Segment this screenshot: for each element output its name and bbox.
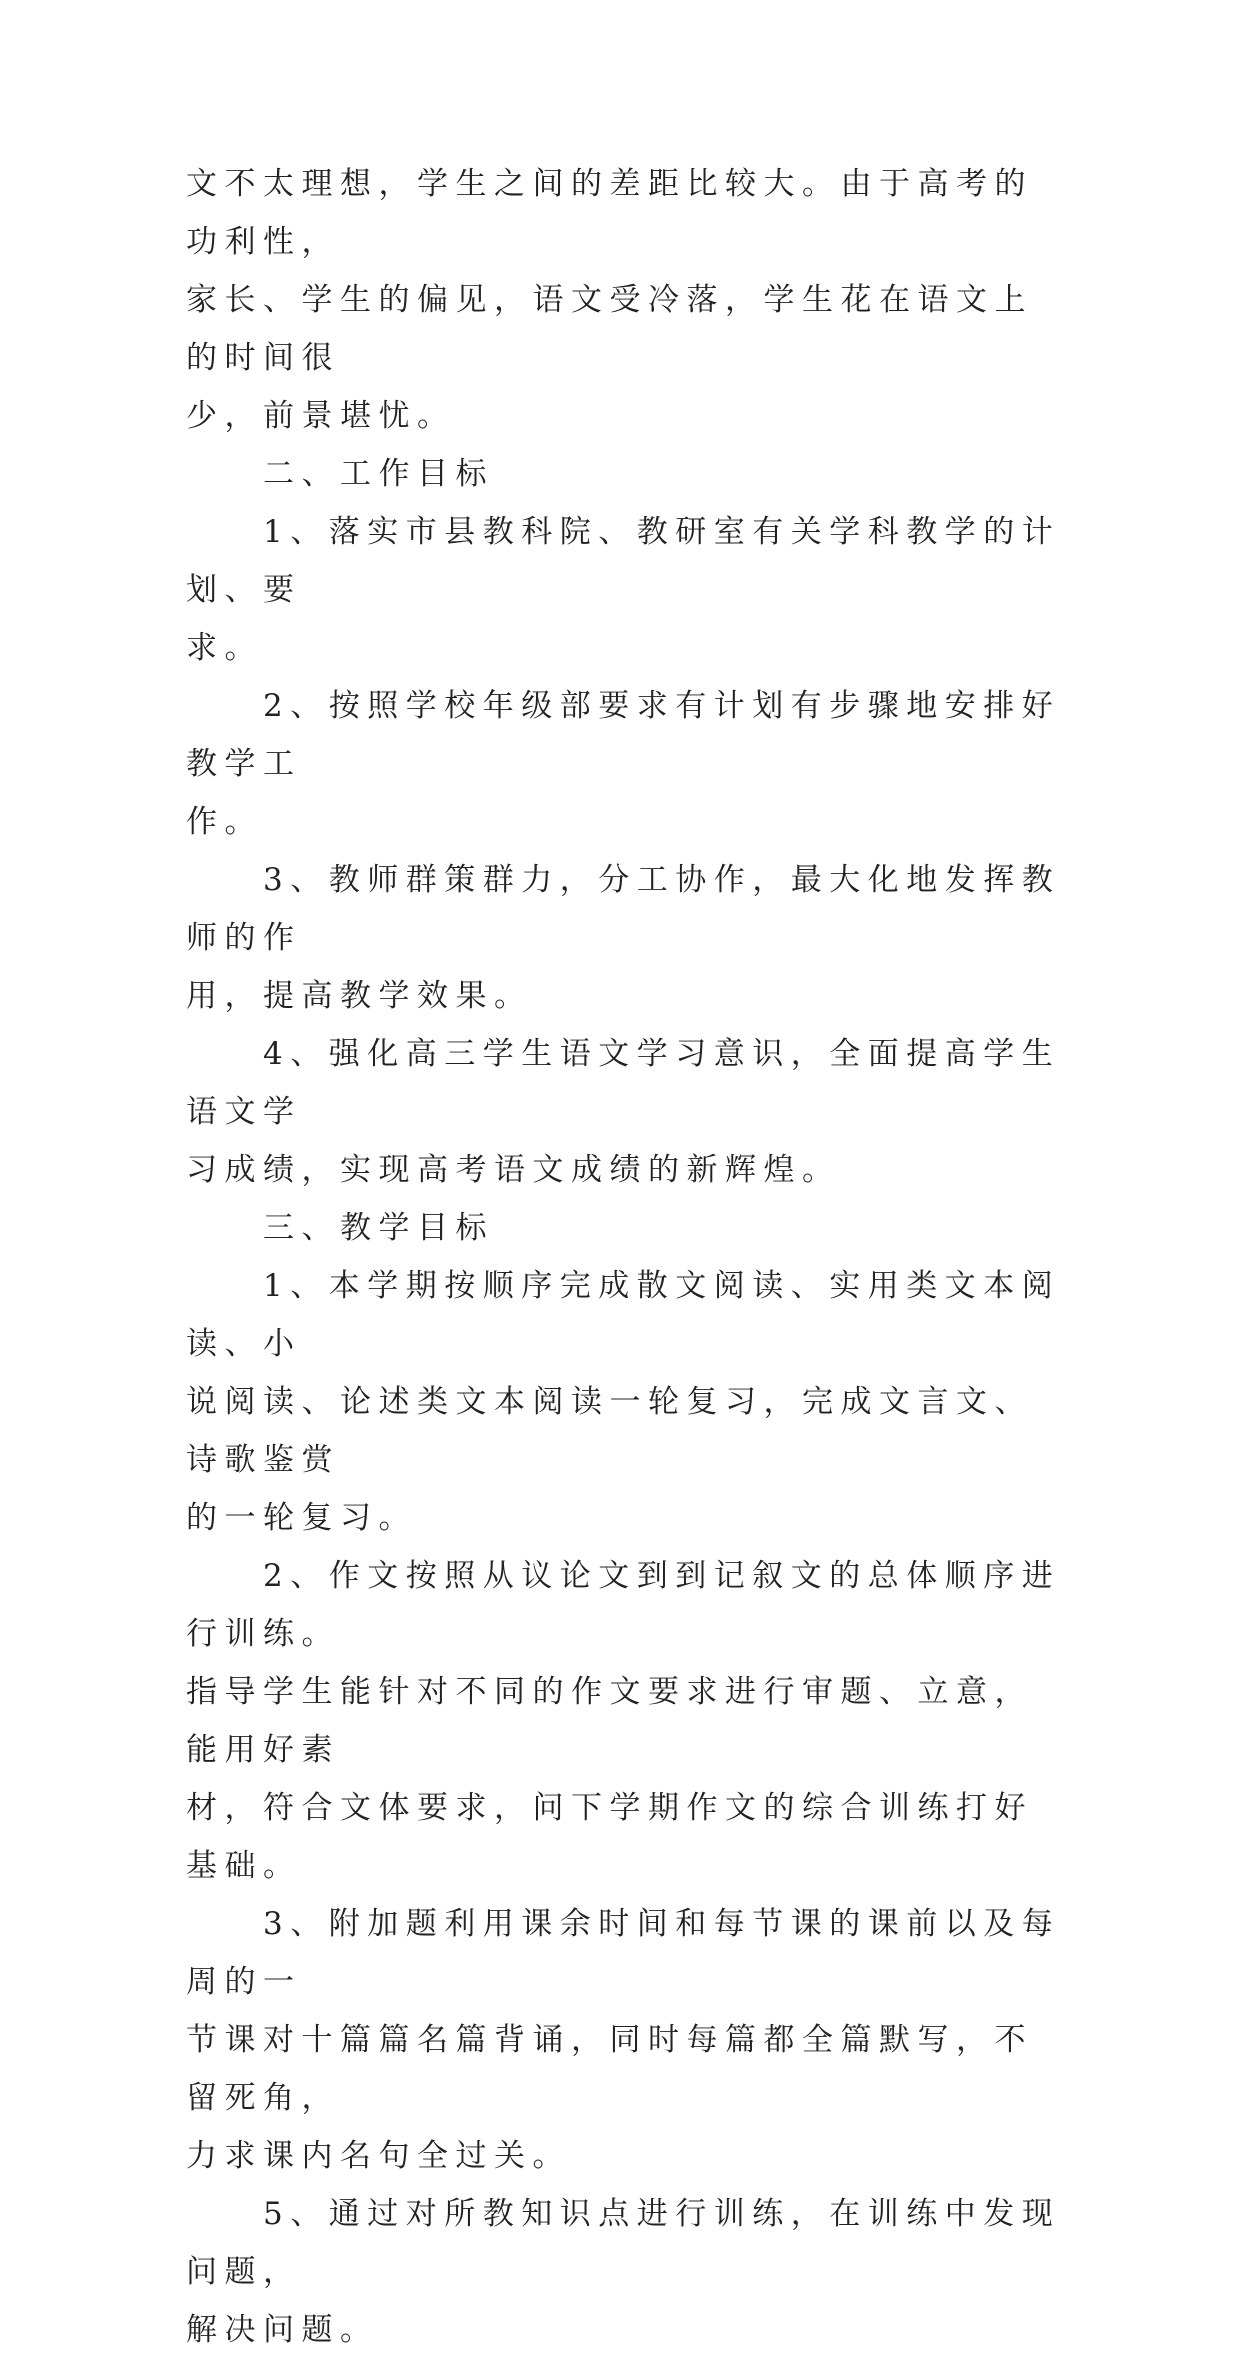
- text-line: 5、通过对所教知识点进行训练，在训练中发现问题，: [186, 2196, 1061, 2290]
- text-line: 节课对十篇篇名篇背诵，同时每篇都全篇默写，不留死角，: [186, 2022, 1033, 2116]
- text-line: 说阅读、论述类文本阅读一轮复习，完成文言文、诗歌鉴赏: [186, 1384, 1033, 1478]
- text-line: 指导学生能针对不同的作文要求进行审题、立意，能用好素: [186, 1674, 1033, 1768]
- text-line: 用，提高教学效果。: [186, 978, 533, 1014]
- text-line: 力求课内名句全过关。: [186, 2138, 571, 2174]
- text-line: 解决问题。: [186, 2312, 379, 2348]
- section-heading-teaching-goals: 三、教学目标: [186, 1210, 494, 1246]
- section-heading-work-goals: 二、工作目标: [186, 456, 494, 492]
- text-line: 1、落实市县教科院、教研室有关学科教学的计划、要: [186, 514, 1061, 608]
- text-line: 少，前景堪忧。: [186, 398, 456, 434]
- text-line: 材，符合文体要求，问下学期作文的综合训练打好基础。: [186, 1790, 1033, 1884]
- text-line: 2、按照学校年级部要求有计划有步骤地安排好教学工: [186, 688, 1061, 782]
- text-line: 3、教师群策群力，分工协作，最大化地发挥教师的作: [186, 862, 1061, 956]
- text-line: 习成绩，实现高考语文成绩的新辉煌。: [186, 1152, 841, 1188]
- text-line: 的一轮复习。: [186, 1500, 417, 1536]
- text-line: 作。: [186, 804, 263, 840]
- text-line: 文不太理想，学生之间的差距比较大。由于高考的功利性，: [186, 166, 1033, 260]
- text-line: 家长、学生的偏见，语文受冷落，学生花在语文上的时间很: [186, 282, 1033, 376]
- document-body: [186, 155, 1066, 2359]
- text-line: 3、附加题利用课余时间和每节课的课前以及每周的一: [186, 1906, 1061, 2000]
- text-line: 求。: [186, 630, 263, 666]
- text-line: 1、本学期按顺序完成散文阅读、实用类文本阅读、小: [186, 1268, 1061, 1362]
- text-line: 2、作文按照从议论文到到记叙文的总体顺序进行训练。: [186, 1558, 1061, 1652]
- text-line: 4、强化高三学生语文学习意识，全面提高学生语文学: [186, 1036, 1061, 1130]
